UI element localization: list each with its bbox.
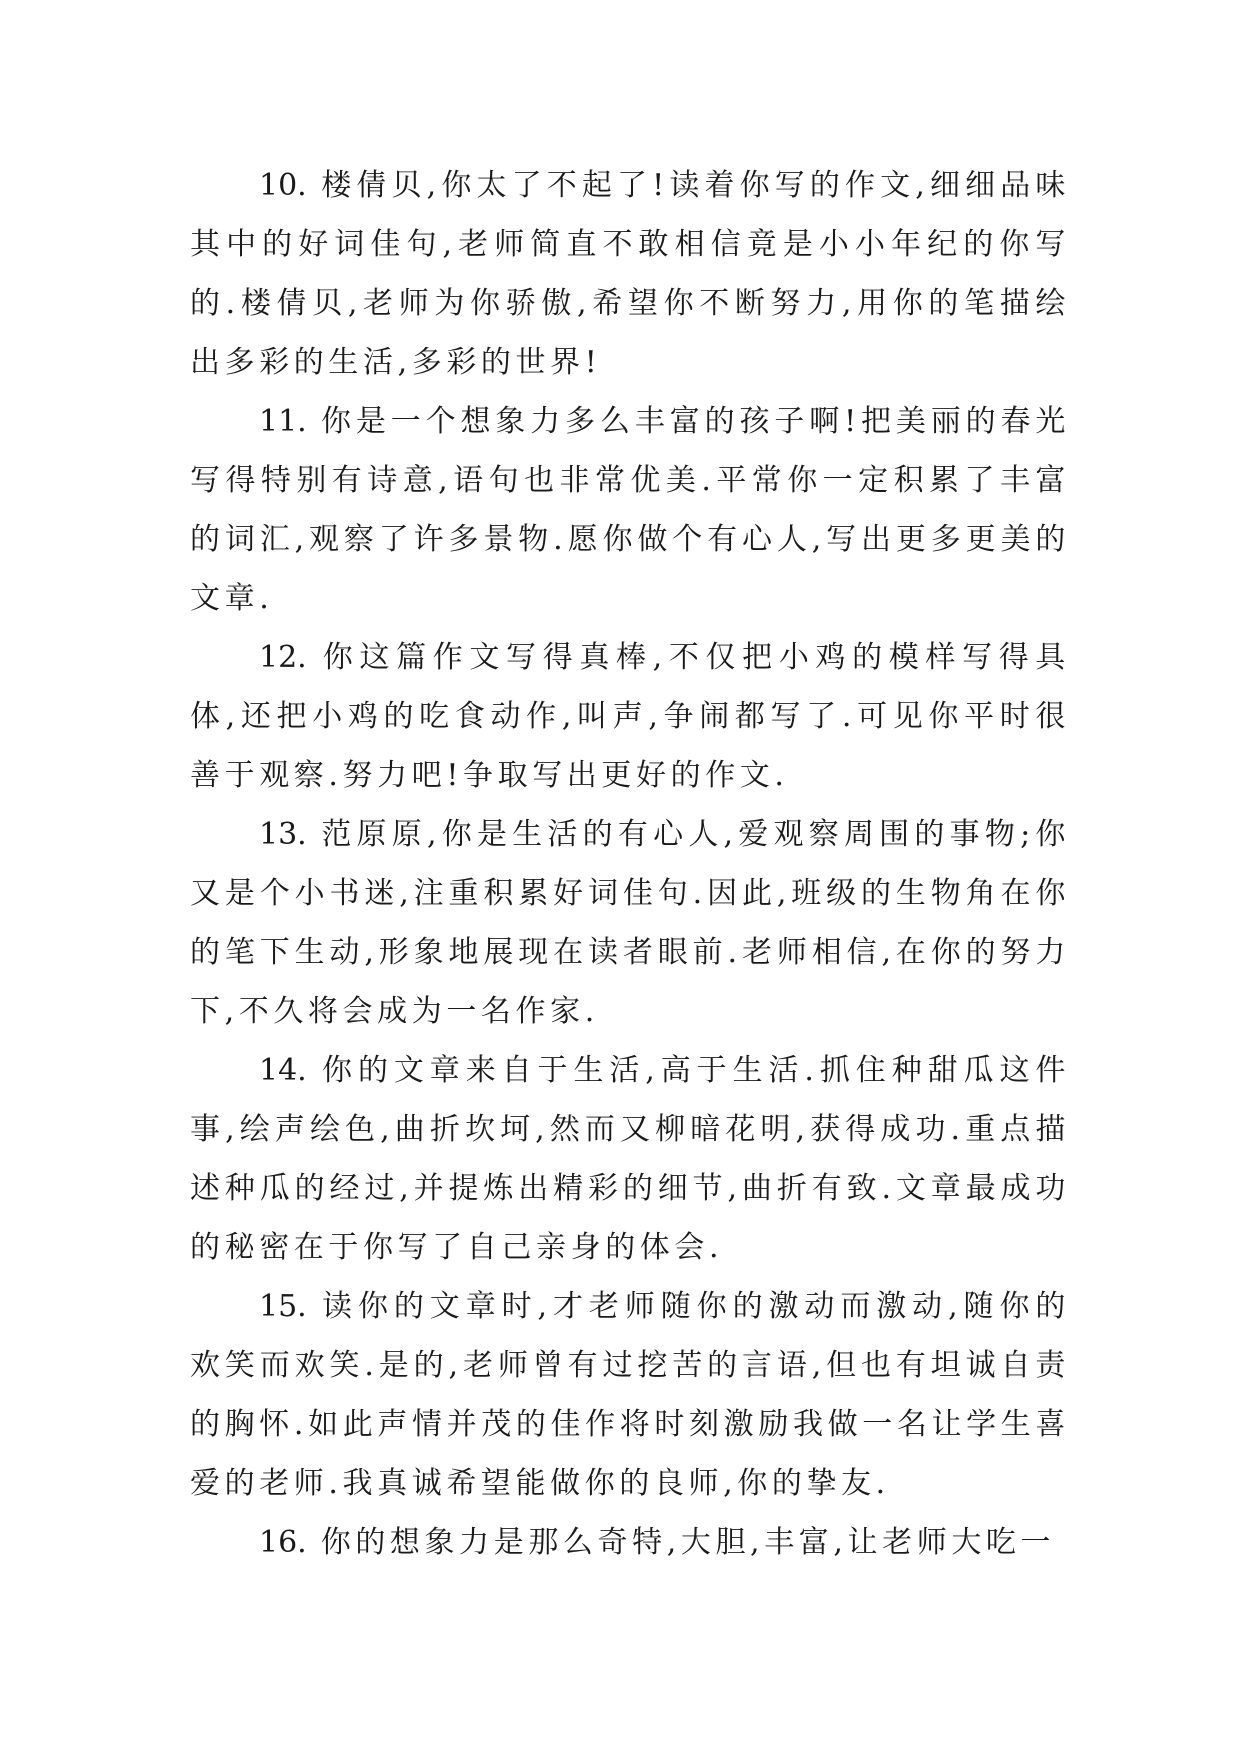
paragraph-number: 10. <box>259 168 307 203</box>
comment-paragraph-10 <box>190 156 1070 392</box>
comment-paragraph-14 <box>190 1041 1070 1277</box>
paragraph-text: 读你的文章时,才老师随你的激动而激动,随你的欢笑而欢笑.是的,老师曾有过挖苦的言语,但也有坦诚自责的胸怀.如此声情并茂的佳作将时刻激励我做一名让学生喜爱的老师.我真诚希望能做你的良师,你的挚友. <box>190 1289 1070 1501</box>
comment-paragraph-12 <box>190 628 1070 805</box>
paragraph-text: 你的文章来自于生活,高于生活.抓住种甜瓜这件事,绘声绘色,曲折坎坷,然而又柳暗花明,获得成功.重点描述种瓜的经过,并提炼出精彩的细节,曲折有致.文章最成功的秘密在于你写了自己亲身的体会. <box>190 1053 1070 1265</box>
paragraph-number: 12. <box>259 640 307 675</box>
comment-paragraph-16 <box>190 1513 1070 1572</box>
paragraph-text: 范原原,你是生活的有心人,爱观察周围的事物;你又是个小书迷,注重积累好词佳句.因此,班级的生物角在你的笔下生动,形象地展现在读者眼前.老师相信,在你的努力下,不久将会成为一名作家. <box>190 817 1070 1029</box>
document-body <box>190 156 1070 1572</box>
paragraph-text: 楼倩贝,你太了不起了!读着你写的作文,细细品味其中的好词佳句,老师简直不敢相信竟是小小年纪的你写的.楼倩贝,老师为你骄傲,希望你不断努力,用你的笔描绘出多彩的生活,多彩的世界! <box>190 168 1070 380</box>
paragraph-number: 11. <box>259 404 307 439</box>
paragraph-number: 14. <box>259 1053 307 1088</box>
paragraph-text: 你的想象力是那么奇特,大胆,丰富,让老师大吃一 <box>320 1525 1056 1560</box>
paragraph-number: 13. <box>259 817 307 852</box>
paragraph-text: 你这篇作文写得真棒,不仅把小鸡的模样写得具体,还把小鸡的吃食动作,叫声,争闹都写了.可见你平时很善于观察.努力吧!争取写出更好的作文. <box>190 640 1070 793</box>
paragraph-text: 你是一个想象力多么丰富的孩子啊!把美丽的春光写得特别有诗意,语句也非常优美.平常你一定积累了丰富的词汇,观察了许多景物.愿你做个有心人,写出更多更美的文章. <box>190 404 1070 616</box>
comment-paragraph-13 <box>190 805 1070 1041</box>
comment-paragraph-11 <box>190 392 1070 628</box>
comment-paragraph-15 <box>190 1277 1070 1513</box>
paragraph-number: 16. <box>259 1525 307 1560</box>
paragraph-number: 15. <box>259 1289 307 1324</box>
